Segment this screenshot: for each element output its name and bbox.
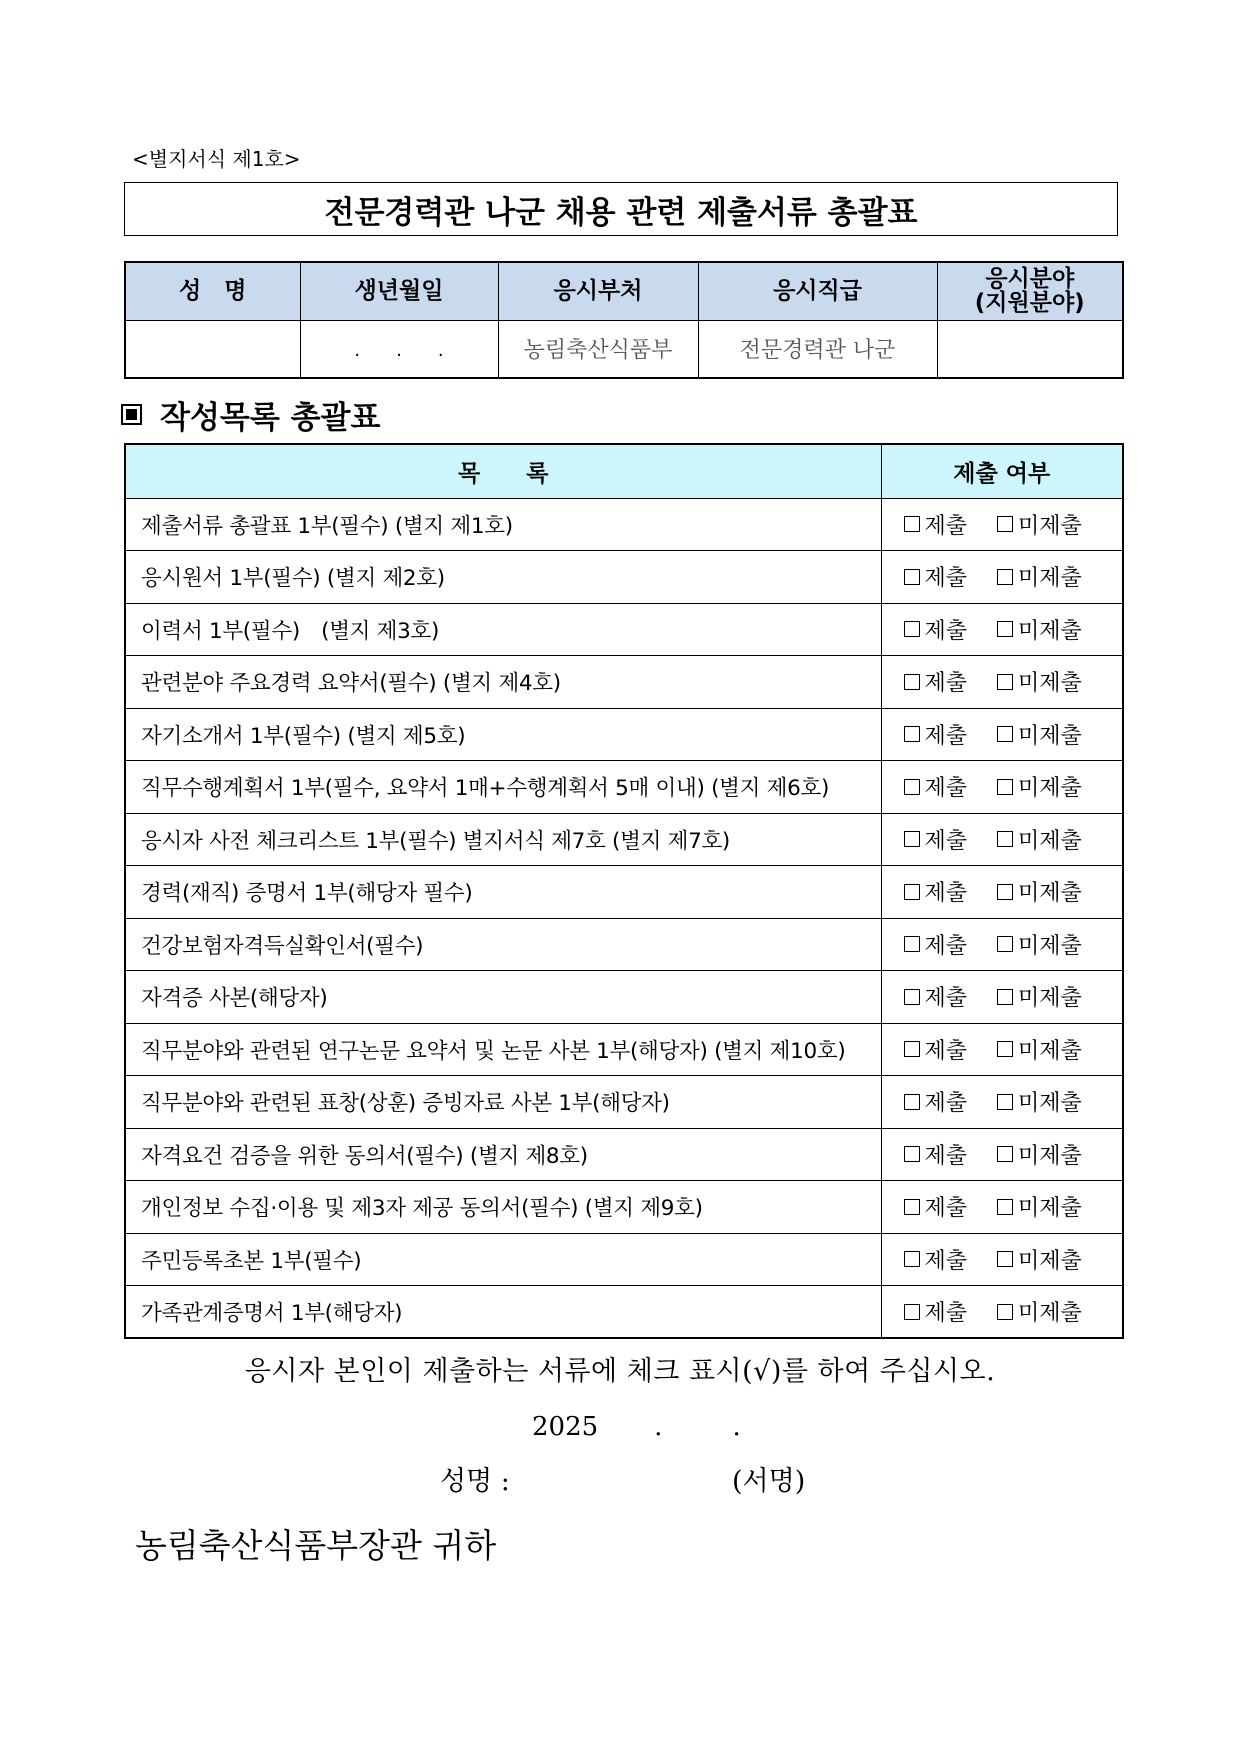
signature-label: 성명 : xyxy=(440,1466,510,1497)
section-title-text: 작성목록 총괄표 xyxy=(160,400,381,436)
submitted-option-label: 제출 xyxy=(924,618,968,644)
not-submitted-checkbox[interactable] xyxy=(997,779,1013,795)
header-name: 성 명 xyxy=(125,262,300,320)
not-submitted-option[interactable] xyxy=(997,1191,1082,1222)
submitted-option-label: 제출 xyxy=(924,1038,968,1064)
document-item-label: 가족관계증명서 1부(해당자) xyxy=(125,1286,881,1339)
submitted-option[interactable] xyxy=(904,666,968,697)
date-dot-month: . xyxy=(654,1412,663,1442)
not-submitted-checkbox[interactable] xyxy=(997,1094,1013,1110)
not-submitted-checkbox[interactable] xyxy=(997,831,1013,847)
not-submitted-option-label: 미제출 xyxy=(1018,1196,1082,1222)
not-submitted-option-label: 미제출 xyxy=(1018,986,1082,1012)
document-row xyxy=(125,656,1123,709)
document-item-label: 응시원서 1부(필수) (별지 제2호) xyxy=(125,551,881,604)
submitted-checkbox[interactable] xyxy=(904,1199,920,1215)
not-submitted-option[interactable] xyxy=(997,666,1082,697)
document-row xyxy=(125,708,1123,761)
not-submitted-option-label: 미제출 xyxy=(1018,566,1082,592)
document-item-label: 직무수행계획서 1부(필수, 요약서 1매+수행계획서 5매 이내) (별지 제6호) xyxy=(125,761,881,814)
date-dot-day: . xyxy=(732,1412,741,1442)
not-submitted-option-label: 미제출 xyxy=(1018,618,1082,644)
submitted-checkbox[interactable] xyxy=(904,831,920,847)
document-row xyxy=(125,1286,1123,1339)
not-submitted-checkbox[interactable] xyxy=(997,726,1013,742)
submitted-option-label: 제출 xyxy=(924,776,968,802)
document-row xyxy=(125,1181,1123,1234)
not-submitted-option-label: 미제출 xyxy=(1018,1143,1082,1169)
submitted-option-label: 제출 xyxy=(924,671,968,697)
submitted-checkbox[interactable] xyxy=(904,989,920,1005)
document-item-label: 건강보험자격득실확인서(필수) xyxy=(125,918,881,971)
submitted-checkbox[interactable] xyxy=(904,726,920,742)
submission-status-cell xyxy=(881,1286,1123,1339)
birthdate-field[interactable]: . . . xyxy=(300,320,498,378)
submitted-option[interactable] xyxy=(904,981,968,1012)
not-submitted-checkbox[interactable] xyxy=(997,516,1013,532)
addressee: 농림축산식품부장관 귀하 xyxy=(135,1526,497,1565)
not-submitted-checkbox[interactable] xyxy=(997,569,1013,585)
name-field[interactable] xyxy=(125,320,300,378)
submitted-option[interactable] xyxy=(904,771,968,802)
submission-status-cell xyxy=(881,603,1123,656)
not-submitted-option-label: 미제출 xyxy=(1018,723,1082,749)
not-submitted-option[interactable] xyxy=(997,719,1082,750)
submission-status-cell xyxy=(881,813,1123,866)
not-submitted-option[interactable] xyxy=(997,876,1082,907)
signature-mark[interactable]: (서명) xyxy=(732,1466,806,1497)
submission-status-cell xyxy=(881,866,1123,919)
document-row xyxy=(125,551,1123,604)
header-position: 응시직급 xyxy=(698,262,937,320)
header-birthdate: 생년월일 xyxy=(300,262,498,320)
not-submitted-checkbox[interactable] xyxy=(997,1199,1013,1215)
document-row xyxy=(125,1023,1123,1076)
submitted-option[interactable] xyxy=(904,1086,968,1117)
not-submitted-option[interactable] xyxy=(997,981,1082,1012)
document-row xyxy=(125,498,1123,551)
submission-status-cell xyxy=(881,1233,1123,1286)
submitted-checkbox[interactable] xyxy=(904,1146,920,1162)
submitted-checkbox[interactable] xyxy=(904,516,920,532)
submitted-option[interactable] xyxy=(904,1244,968,1275)
form-number: <별지서식 제1호> xyxy=(132,147,301,171)
submitted-option-label: 제출 xyxy=(924,1143,968,1169)
not-submitted-checkbox[interactable] xyxy=(997,1251,1013,1267)
instruction-text: 응시자 본인이 제출하는 서류에 체크 표시(√)를 하여 주십시오. xyxy=(244,1356,996,1387)
document-title: 전문경력관 나군 채용 관련 제출서류 총괄표 xyxy=(124,182,1118,236)
header-ministry: 응시부처 xyxy=(498,262,698,320)
not-submitted-option[interactable] xyxy=(997,824,1082,855)
document-row xyxy=(125,1128,1123,1181)
document-item-label: 자기소개서 1부(필수) (별지 제5호) xyxy=(125,708,881,761)
submission-status-cell xyxy=(881,1181,1123,1234)
not-submitted-checkbox[interactable] xyxy=(997,884,1013,900)
document-item-label: 개인정보 수집·이용 및 제3자 제공 동의서(필수) (별지 제9호) xyxy=(125,1181,881,1234)
date-line xyxy=(532,1412,741,1442)
submission-status-cell xyxy=(881,1023,1123,1076)
document-row xyxy=(125,603,1123,656)
submitted-option-label: 제출 xyxy=(924,1248,968,1274)
not-submitted-option-label: 미제출 xyxy=(1018,513,1082,539)
not-submitted-checkbox[interactable] xyxy=(997,936,1013,952)
submission-status-cell xyxy=(881,498,1123,551)
not-submitted-checkbox[interactable] xyxy=(997,989,1013,1005)
submitted-checkbox[interactable] xyxy=(904,884,920,900)
submitted-option-label: 제출 xyxy=(924,881,968,907)
submission-status-cell xyxy=(881,918,1123,971)
not-submitted-option[interactable] xyxy=(997,1244,1082,1275)
document-item-label: 주민등록초본 1부(필수) xyxy=(125,1233,881,1286)
submitted-option[interactable] xyxy=(904,614,968,645)
submitted-option-label: 제출 xyxy=(924,986,968,1012)
document-row xyxy=(125,866,1123,919)
submitted-option-label: 제출 xyxy=(924,1196,968,1222)
submitted-checkbox[interactable] xyxy=(904,674,920,690)
submitted-option[interactable] xyxy=(904,561,968,592)
submitted-option[interactable] xyxy=(904,1034,968,1065)
not-submitted-option-label: 미제출 xyxy=(1018,671,1082,697)
applicant-header-row xyxy=(125,262,1123,320)
not-submitted-option[interactable] xyxy=(997,1139,1082,1170)
not-submitted-option-label: 미제출 xyxy=(1018,776,1082,802)
document-item-label: 자격증 사본(해당자) xyxy=(125,971,881,1024)
submitted-checkbox[interactable] xyxy=(904,1041,920,1057)
not-submitted-checkbox[interactable] xyxy=(997,1041,1013,1057)
applicant-info-table xyxy=(124,261,1124,379)
position-field[interactable]: 전문경력관 나군 xyxy=(698,320,937,378)
submission-status-cell xyxy=(881,971,1123,1024)
submitted-option-label: 제출 xyxy=(924,723,968,749)
submitted-option[interactable] xyxy=(904,1296,968,1327)
submitted-option[interactable] xyxy=(904,1191,968,1222)
not-submitted-option[interactable] xyxy=(997,1034,1082,1065)
documents-body xyxy=(125,498,1123,1338)
submitted-option-label: 제출 xyxy=(924,1301,968,1326)
header-submission-status: 제출 여부 xyxy=(881,444,1123,498)
submitted-checkbox[interactable] xyxy=(904,1094,920,1110)
documents-header-row xyxy=(125,444,1123,498)
documents-table xyxy=(124,443,1124,1339)
document-item-label: 자격요건 검증을 위한 동의서(필수) (별지 제8호) xyxy=(125,1128,881,1181)
not-submitted-option[interactable] xyxy=(997,1296,1082,1327)
submission-status-cell xyxy=(881,656,1123,709)
submitted-checkbox[interactable] xyxy=(904,569,920,585)
not-submitted-option[interactable] xyxy=(997,561,1082,592)
not-submitted-checkbox[interactable] xyxy=(997,674,1013,690)
submission-status-cell xyxy=(881,708,1123,761)
not-submitted-option[interactable] xyxy=(997,614,1082,645)
header-items: 목 록 xyxy=(125,444,881,498)
submission-status-cell xyxy=(881,551,1123,604)
submitted-option[interactable] xyxy=(904,509,968,540)
not-submitted-option-label: 미제출 xyxy=(1018,933,1082,959)
submitted-checkbox[interactable] xyxy=(904,936,920,952)
submitted-option-label: 제출 xyxy=(924,933,968,959)
document-row xyxy=(125,813,1123,866)
document-item-label: 제출서류 총괄표 1부(필수) (별지 제1호) xyxy=(125,498,881,551)
document-row xyxy=(125,918,1123,971)
not-submitted-option[interactable] xyxy=(997,1086,1082,1117)
not-submitted-option[interactable] xyxy=(997,771,1082,802)
ministry-field[interactable]: 농림축산식품부 xyxy=(498,320,698,378)
submitted-option[interactable] xyxy=(904,824,968,855)
field-field[interactable] xyxy=(937,320,1123,378)
date-year: 2025 xyxy=(532,1412,599,1442)
applicant-value-row xyxy=(125,320,1123,378)
document-item-label: 경력(재직) 증명서 1부(해당자 필수) xyxy=(125,866,881,919)
submitted-checkbox[interactable] xyxy=(904,779,920,795)
submitted-option[interactable] xyxy=(904,1139,968,1170)
document-item-label: 직무분야와 관련된 표창(상훈) 증빙자료 사본 1부(해당자) xyxy=(125,1076,881,1129)
document-item-label: 이력서 1부(필수) (별지 제3호) xyxy=(125,603,881,656)
submitted-option-label: 제출 xyxy=(924,828,968,854)
submitted-checkbox[interactable] xyxy=(904,621,920,637)
not-submitted-checkbox[interactable] xyxy=(997,621,1013,637)
document-item-label: 직무분야와 관련된 연구논문 요약서 및 논문 사본 1부(해당자) (별지 제10호) xyxy=(125,1023,881,1076)
not-submitted-option-label: 미제출 xyxy=(1018,1091,1082,1117)
not-submitted-option[interactable] xyxy=(997,509,1082,540)
submission-status-cell xyxy=(881,1076,1123,1129)
submission-status-cell xyxy=(881,1128,1123,1181)
not-submitted-option-label: 미제출 xyxy=(1018,1038,1082,1064)
submitted-option-label: 제출 xyxy=(924,566,968,592)
not-submitted-option-label: 미제출 xyxy=(1018,828,1082,854)
filled-square-icon xyxy=(121,404,142,425)
submitted-option-label: 제출 xyxy=(924,513,968,539)
document-item-label: 관련분야 주요경력 요약서(필수) (별지 제4호) xyxy=(125,656,881,709)
header-field: 응시분야 (지원분야) xyxy=(937,262,1123,320)
document-row xyxy=(125,1076,1123,1129)
submitted-checkbox[interactable] xyxy=(904,1251,920,1267)
document-row xyxy=(125,971,1123,1024)
submitted-option-label: 제출 xyxy=(924,1091,968,1117)
not-submitted-option-label: 미제출 xyxy=(1018,881,1082,907)
submission-status-cell xyxy=(881,761,1123,814)
not-submitted-option-label: 미제출 xyxy=(1018,1248,1082,1274)
section-title xyxy=(121,392,380,437)
submitted-option[interactable] xyxy=(904,876,968,907)
not-submitted-option[interactable] xyxy=(997,929,1082,960)
document-row xyxy=(125,1233,1123,1286)
not-submitted-checkbox[interactable] xyxy=(997,1146,1013,1162)
document-item-label: 응시자 사전 체크리스트 1부(필수) 별지서식 제7호 (별지 제7호) xyxy=(125,813,881,866)
document-row xyxy=(125,761,1123,814)
submitted-checkbox[interactable] xyxy=(904,1304,920,1320)
not-submitted-checkbox[interactable] xyxy=(997,1304,1013,1320)
not-submitted-option-label: 미제출 xyxy=(1018,1301,1082,1326)
submitted-option[interactable] xyxy=(904,719,968,750)
submitted-option[interactable] xyxy=(904,929,968,960)
